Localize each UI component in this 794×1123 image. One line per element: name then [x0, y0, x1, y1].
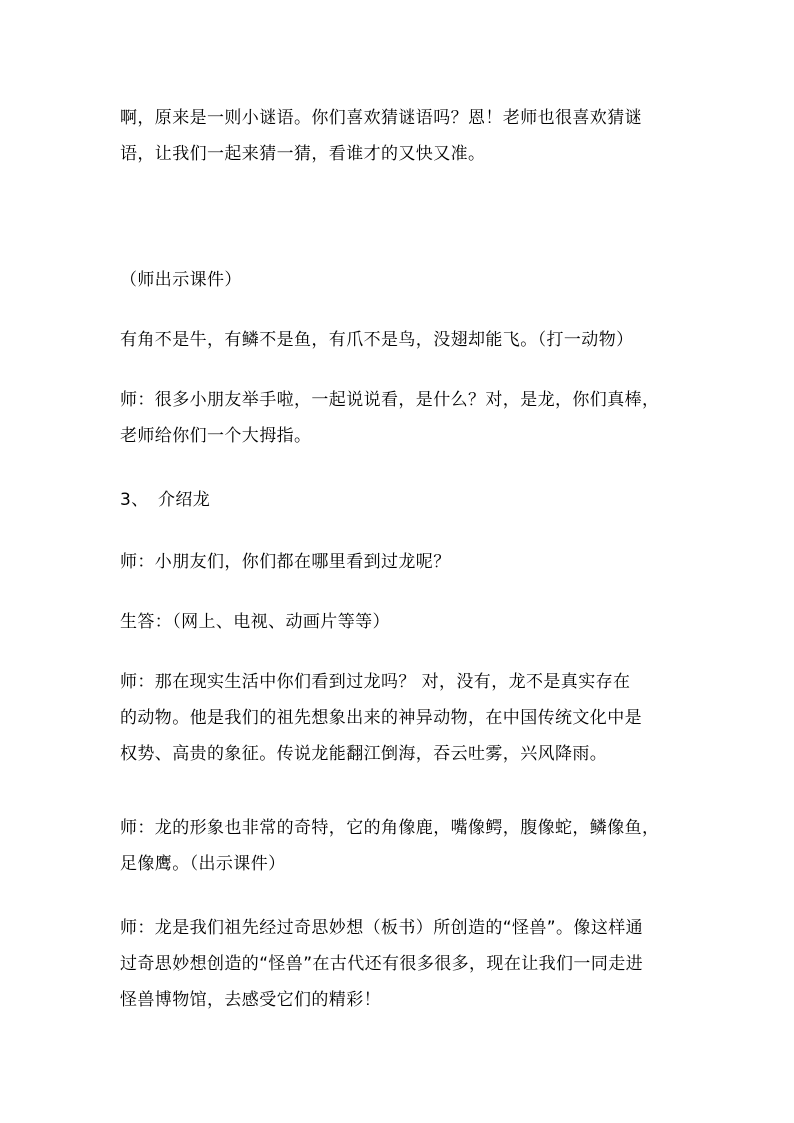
text-line: 啊，原来是一则小谜语。你们喜欢猜谜语吗？恩！老师也很喜欢猜谜	[120, 108, 642, 128]
text-line: 语，让我们一起来猜一猜，看谁才的又快又准。	[120, 144, 486, 164]
paragraph-question	[120, 544, 680, 580]
text-line: 过奇思妙想创造的“怪兽”在古代还有很多很多，现在让我们一同走进	[120, 954, 644, 974]
text-line: 的动物。他是我们的祖先想象出来的神异动物，在中国传统文化中是	[120, 708, 642, 728]
section-number: 3、	[120, 490, 149, 510]
paragraph-show-courseware	[120, 262, 680, 298]
text-line: （师出示课件）	[120, 270, 242, 290]
text-line: 师：小朋友们，你们都在哪里看到过龙呢？	[120, 552, 451, 572]
text-line: 有角不是牛，有鳞不是鱼，有爪不是鸟，没翅却能飞。（打一动物）	[120, 330, 634, 350]
text-line: 怪兽博物馆，去感受它们的精彩！	[120, 990, 381, 1010]
text-line: 师：龙是我们祖先经过奇思妙想（板书）所创造的“怪兽”。像这样通	[120, 918, 644, 938]
paragraph-student-answer	[120, 604, 680, 640]
text-line: 老师给你们一个大拇指。	[120, 426, 312, 446]
paragraph-riddle	[120, 322, 680, 358]
text-line: 生答：（网上、电视、动画片等等）	[120, 612, 390, 632]
section-title: 介绍龙	[158, 490, 211, 510]
text-line: 权势、高贵的象征。传说龙能翻江倒海，吞云吐雾，兴风降雨。	[120, 744, 608, 764]
section-heading	[120, 482, 680, 518]
paragraph-monster-museum	[120, 910, 680, 1018]
paragraph-answer	[120, 382, 680, 454]
paragraph-reality	[120, 664, 680, 772]
paragraph-appearance	[120, 810, 680, 882]
text-line: 师：那在现实生活中你们看到过龙吗？ 对，没有，龙不是真实存在	[120, 672, 631, 692]
text-line: 师：很多小朋友举手啦，一起说说看，是什么？对，是龙，你们真棒，	[120, 390, 660, 410]
paragraph-riddle-intro	[120, 100, 680, 172]
text-line: 师：龙的形象也非常的奇特，它的角像鹿，嘴像鳄，腹像蛇，鳞像鱼，	[120, 818, 660, 838]
text-line: 足像鹰。（出示课件）	[120, 854, 286, 874]
